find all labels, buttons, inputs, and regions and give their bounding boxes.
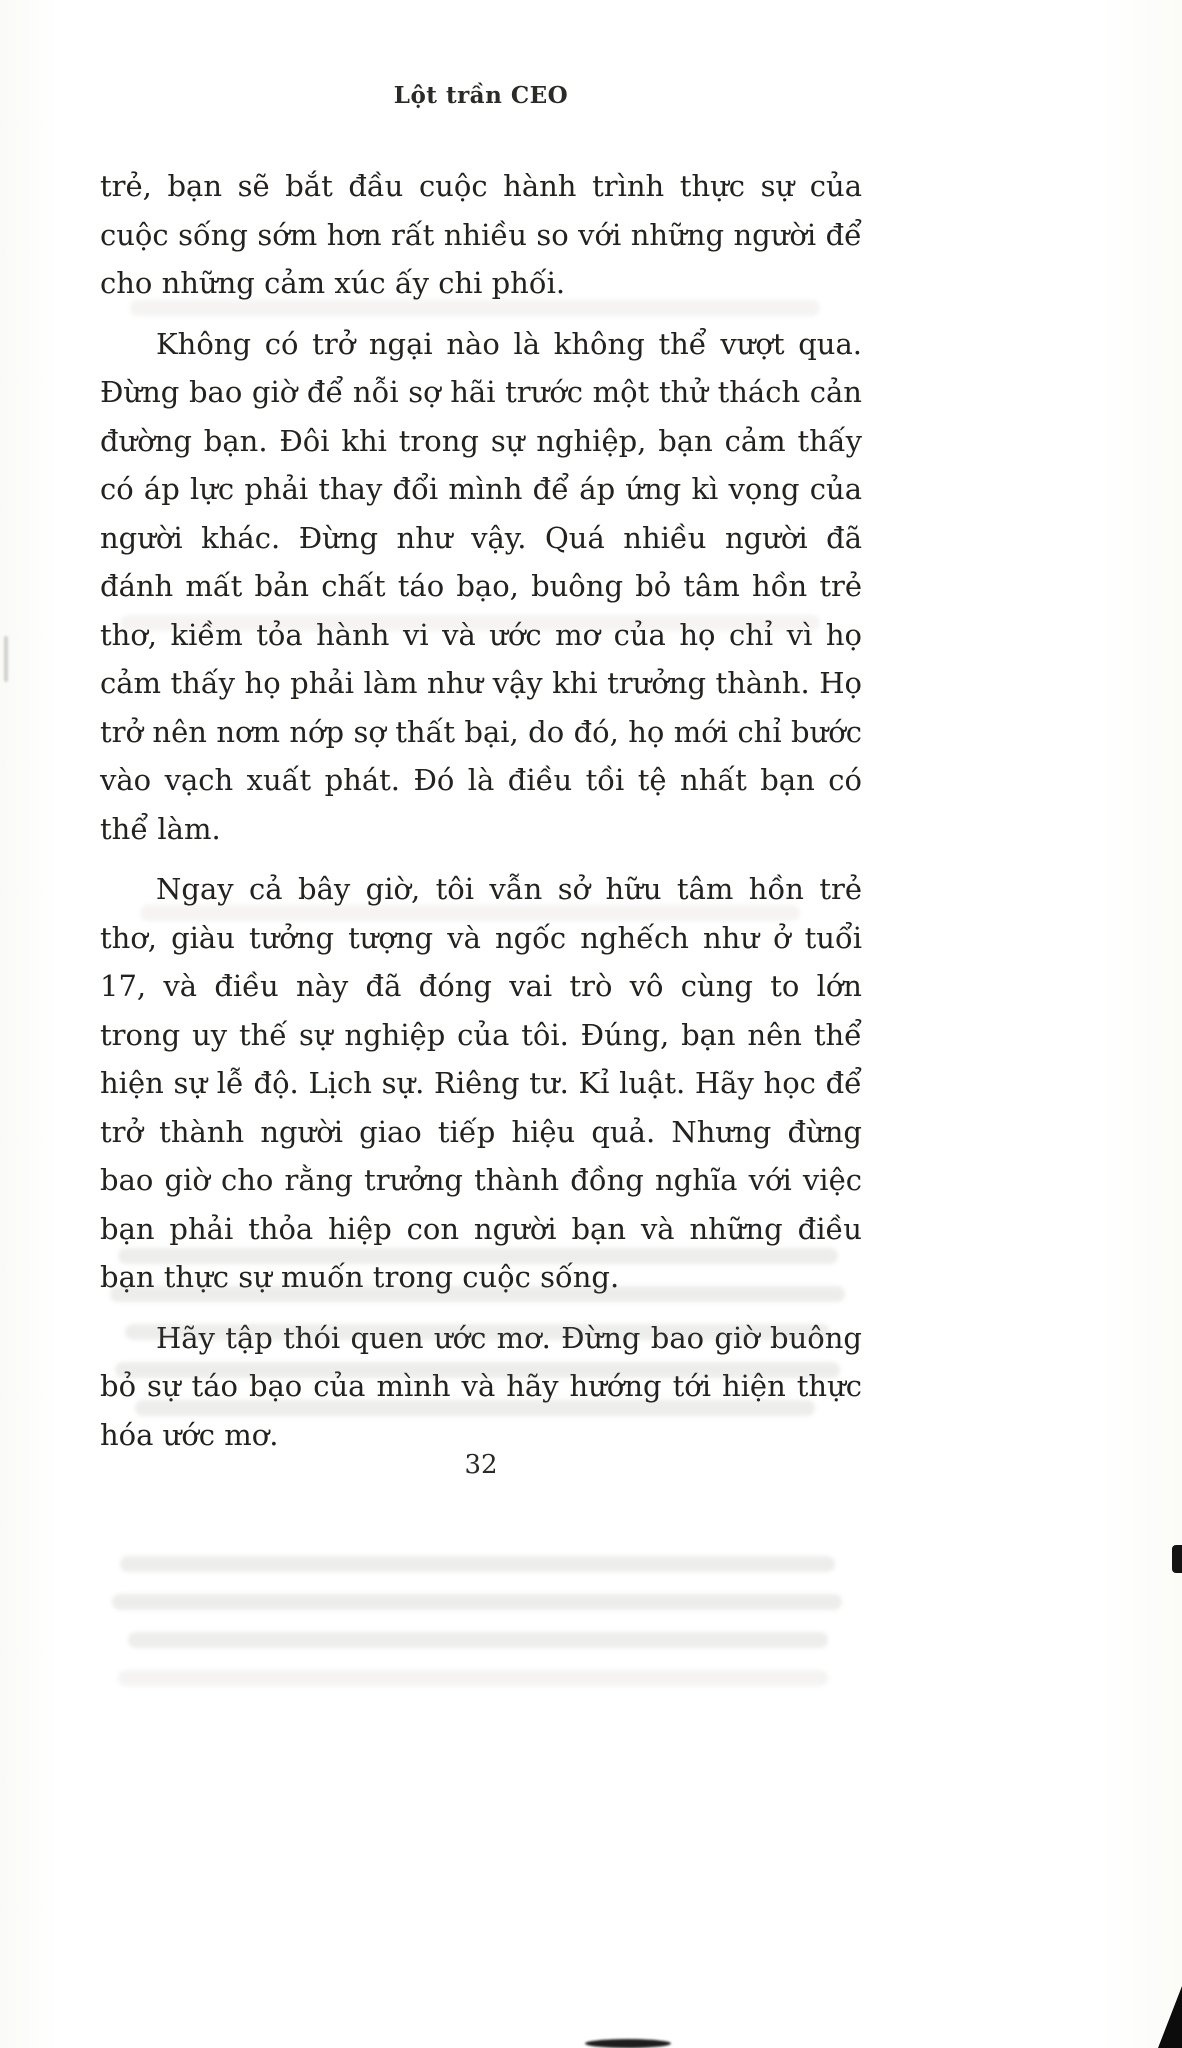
paragraph: Ngay cả bây giờ, tôi vẫn sở hữu tâm hồn trẻ thơ, giàu tưởng tượng và ngốc nghếch như ở tuổi 17, và điều này đã đóng vai trò vô cùng to lớn trong uy thế sự nghiệp của tôi. Đúng, bạn nên thể hiện sự lễ độ. Lịch sự. Riêng tư. Kỉ luật. Hãy học để trở thành người giao tiếp hiệu quả. Nhưng đừng bao giờ cho rằng trưởng thành đồng nghĩa với việc bạn phải thỏa hiệp con người bạn và những điều bạn thực sự muốn trong cuộc sống. bbox=[100, 872, 862, 1294]
scan-edge-mark bbox=[1172, 1545, 1182, 1573]
bleedthrough-line bbox=[112, 1594, 842, 1610]
scan-bottom-smudge bbox=[585, 2039, 671, 2048]
page-number: 32 bbox=[464, 1450, 498, 1480]
paragraph: Hãy tập thói quen ước mơ. Đừng bao giờ buông bỏ sự táo bạo của mình và hãy hướng tới hiện thực hóa ước mơ. bbox=[100, 1320, 862, 1452]
bleedthrough-line bbox=[120, 1556, 835, 1572]
bleedthrough-line bbox=[128, 1632, 828, 1648]
running-header: Lột trần CEO bbox=[393, 82, 569, 109]
page-corner-shadow bbox=[1158, 1986, 1182, 2048]
bleedthrough-line bbox=[118, 1670, 828, 1686]
paragraph: Không có trở ngại nào là không thể vượt qua. Đừng bao giờ để nỗi sợ hãi trước một thử thách cản đường bạn. Đôi khi trong sự nghiệp, bạn cảm thấy có áp lực phải thay đổi mình để áp ứng kì vọng của người khác. Đừng như vậy. Quá nhiều người đã đánh mất bản chất táo bạo, buông bỏ tâm hồn trẻ thơ, kiềm tỏa hành vi và ước mơ của họ chỉ vì họ cảm thấy họ phải làm như vậy khi trưởng thành. Họ trở nên nơm nớp sợ thất bại, do đó, họ mới chỉ bước vào vạch xuất phát. Đó là điều tồi tệ nhất bạn có thể làm. bbox=[100, 326, 862, 846]
scan-speck bbox=[4, 636, 8, 682]
paragraph-continued: trẻ, bạn sẽ bắt đầu cuộc hành trình thực sự của cuộc sống sớm hơn rất nhiều so với những người để cho những cảm xúc ấy chi phối. bbox=[100, 169, 862, 300]
body-text bbox=[100, 162, 862, 1471]
